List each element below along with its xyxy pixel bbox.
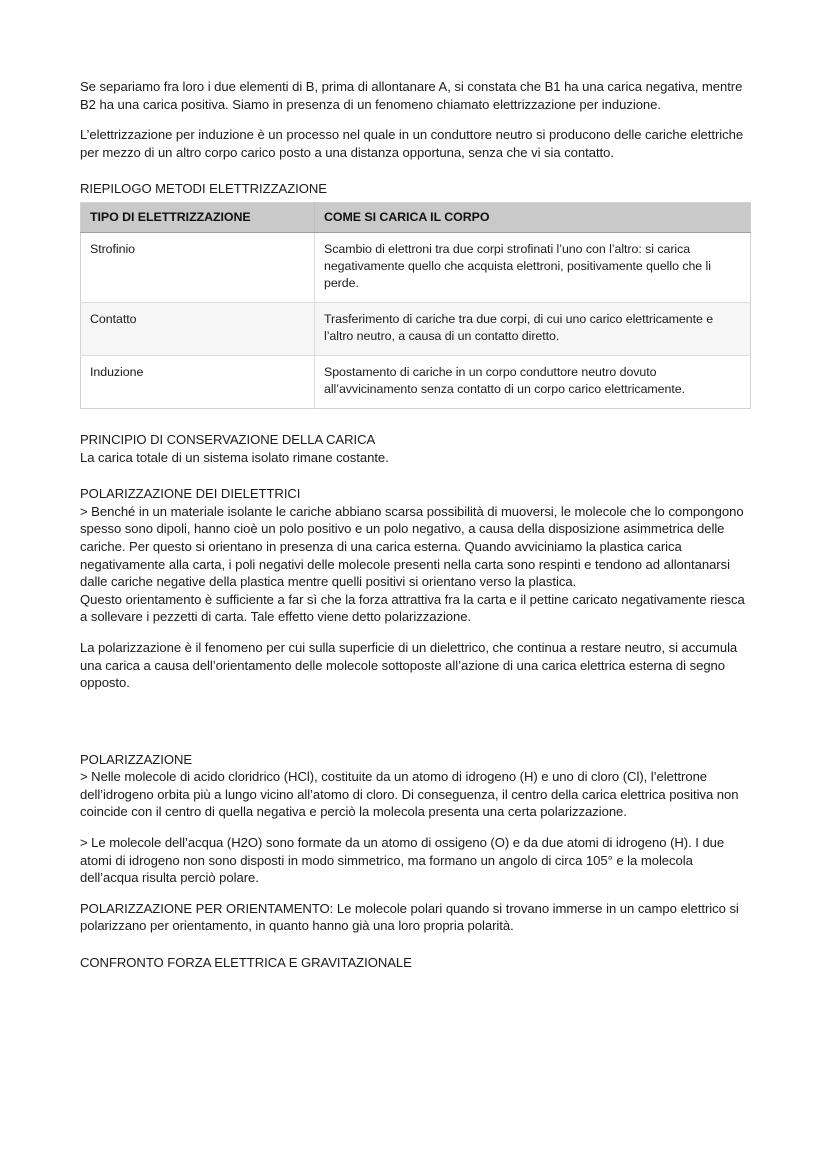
cell-description: Scambio di elettroni tra due corpi strofinati l’uno con l’altro: si carica negativamente quello che acquista elettroni, positivamente quello che li perde.	[315, 232, 751, 302]
column-header-description: COME SI CARICA IL CORPO	[315, 202, 751, 232]
paragraph-polarizzazione-hcl: > Nelle molecole di acido cloridrico (HCl), costituite da un atomo di idrogeno (H) e uno di cloro (Cl), l’elettrone dell’idrogeno orbita più a lungo vicino all’atomo di cloro. Di conseguenza, il centro della carica elettrica positiva non coincide con il centro di quella negativa e perciò la molecola presenta una certa polarizzazione.	[80, 769, 739, 820]
paragraph-induzione-intro: Se separiamo fra loro i due elementi di B, prima di allontanare A, si constata che B1 ha una carica negativa, mentre B2 ha una carica positiva. Siamo in presenza di un fenomeno chiamato elettrizzazione per induzione.	[80, 79, 743, 112]
cell-description: Trasferimento di cariche tra due corpi, di cui uno carico elettricamente e l’altro neutro, a causa di un contatto diretto.	[315, 302, 751, 355]
document-body	[80, 78, 750, 972]
cell-description: Spostamento di cariche in un corpo conduttore neutro dovuto all’avvicinamento senza contatto di un corpo carico elettricamente.	[315, 355, 751, 408]
heading-confronto: CONFRONTO FORZA ELETTRICA E GRAVITAZIONALE	[80, 955, 412, 971]
paragraph-polarizzazione-orientamento: POLARIZZAZIONE PER ORIENTAMENTO: Le molecole polari quando si trovano immerse in un campo elettrico si polarizzano per orientamento, in quanto hanno già una loro propria polarità.	[80, 900, 739, 934]
cell-method: Contatto	[81, 302, 315, 355]
table-row	[81, 355, 751, 408]
spacer	[80, 705, 750, 751]
paragraph-dielettrici-1: > Benché in un materiale isolante le cariche abbiano scarsa possibilità di muoversi, le molecole che lo compongono spesso sono dipoli, hanno cioè un polo positivo e un polo negativo, a causa della disposizione asimmetrica delle cariche. Per questo si orientano in presenza di una carica esterna. Quando avviciniamo la plastica carica negativamente alla carta, i poli negativi delle molecole presenti nella carta sono respinti e tendono ad allontanarsi dalle cariche negative della plastica mentre quelli positivi si orientano verso la plastica.	[80, 503, 744, 590]
spacer	[80, 409, 750, 431]
paragraph-induzione-definizione: L’elettrizzazione per induzione è un processo nel quale in un conduttore neutro si producono delle cariche elettriche per mezzo di un altro corpo carico posto a una distanza opportuna, senza che vi sia contatto.	[80, 127, 744, 160]
table-row	[81, 302, 751, 355]
heading-polarizzazione: POLARIZZAZIONE	[80, 751, 193, 767]
table-header-row	[81, 202, 751, 232]
heading-conservazione: PRINCIPIO DI CONSERVAZIONE DELLA CARICA	[80, 431, 376, 447]
electrization-methods-table	[80, 202, 751, 409]
heading-polarizzazione-dielettrici: POLARIZZAZIONE DEI DIELETTRICI	[80, 486, 301, 502]
cell-method: Strofinio	[81, 232, 315, 302]
paragraph-polarizzazione-acqua: > Le molecole dell’acqua (H2O) sono formate da un atomo di ossigeno (O) e da due atomi di idrogeno (H). I due atomi di idrogeno non sono disposti in modo simmetrico, ma formano un angolo di circa 105° e la molecola dell’acqua risulta perciò polare.	[80, 835, 725, 886]
cell-method: Induzione	[81, 355, 315, 408]
table-row	[81, 232, 751, 302]
paragraph-dielettrici-2: Questo orientamento è sufficiente a far sì che la forza attrattiva fra la carta e il pettine caricato negativamente riesca a sollevare i pezzetti di carta. Tale effetto viene detto polarizzazione.	[80, 591, 745, 625]
table-title: RIEPILOGO METODI ELETTRIZZAZIONE	[80, 181, 327, 197]
column-header-type: TIPO DI ELETTRIZZAZIONE	[81, 202, 315, 232]
paragraph-conservazione: La carica totale di un sistema isolato rimane costante.	[80, 449, 389, 465]
paragraph-dielettrici-3: La polarizzazione è il fenomeno per cui sulla superficie di un dielettrico, che continua a restare neutro, si accumula una carica a causa dell’orientamento delle molecole sottoposte all’azione di una carica elettrica esterna di segno opposto.	[80, 639, 738, 691]
